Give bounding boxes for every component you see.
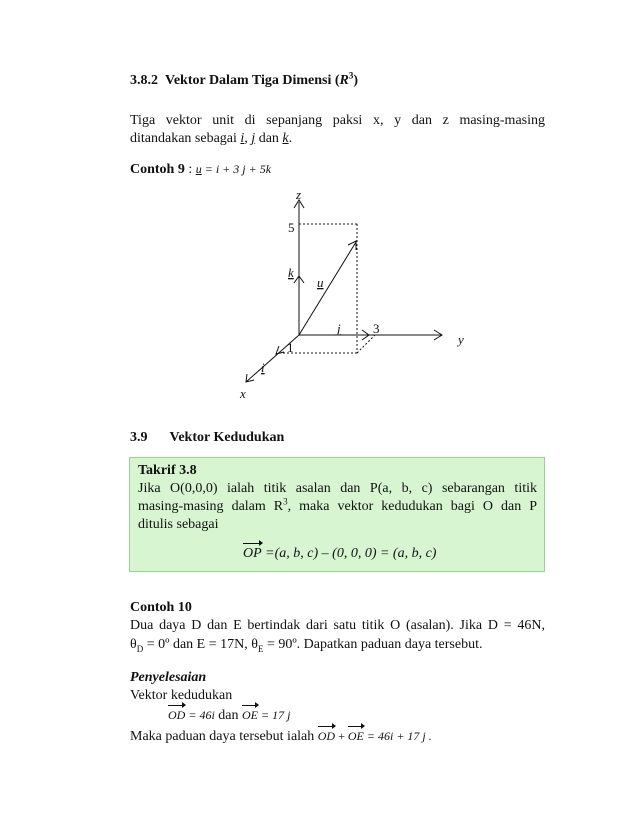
solution-label: Penyelesaian [130,670,207,685]
intro-text: ditandakan sebagai [130,131,241,146]
definition-formula [243,546,436,562]
unit-k-label: k [288,265,294,280]
intro-sep: , [244,131,252,146]
theta-sub: E [257,643,264,654]
section-title: Vektor Kedudukan [169,430,285,445]
solution-final [130,729,432,745]
example-10-line-2 [130,637,483,653]
tick-3: 3 [373,321,380,336]
definition-line-1: Jika O(0,0,0) ialah titik asalan dan P(a, b, c) sebarangan titik [138,481,537,496]
example-10-text: = 90º. Dapatkan paduan daya tersebut. [263,637,483,652]
vector-od: OD [317,729,336,743]
axis-y-label: y [458,332,464,347]
vector-u-line [299,242,356,335]
definition-text: masing-masing dalam R [138,499,284,514]
vector-u-label: u [317,275,324,290]
unit-k: k [282,131,289,146]
definition-title: Takrif 3.8 [138,463,197,478]
vector-op: OP [243,546,262,561]
dan-text: dan [214,708,242,723]
theta-sub: D [136,643,144,654]
definition-line-2 [138,496,537,515]
tick-1: 1 [287,340,294,355]
solution-vectors [168,708,290,724]
theta-symbol: θ [130,637,137,652]
plus-sign: + [335,729,348,743]
section-title-close: ) [353,73,359,88]
example-9-u: u [195,162,202,176]
final-result: = 46i + 17 j . [363,729,432,743]
section-number: 3.8.2 [130,73,158,88]
axis-x-label: x [240,386,246,401]
definition-exp: 3 [283,496,288,507]
final-text: Maka paduan daya tersebut ialah [130,729,318,744]
oe-value: = 17 j [258,708,291,722]
intro-sep: dan [255,131,283,146]
section-title-r: R [339,73,349,88]
formula-rest: =(a, b, c) – (0, 0, 0) = (a, b, c) [261,546,437,561]
solution-line-1: Vektor kedudukan [130,688,233,703]
intro-end: . [288,131,293,146]
axis-z-label: z [296,187,302,202]
vector-oe: OE [347,729,364,743]
example-10-line-1: Dua daya D dan E bertindak dari satu titik O (asalan). Jika D = 46N, [130,618,545,633]
definition-text: , maka vektor kedudukan bagi O dan P [287,499,537,514]
intro-line-1: Tiga vektor unit di sepanjang paksi x, y dan z masing-masing [130,113,545,128]
unit-i: i [240,131,245,146]
section-title-exp: 3 [348,70,354,81]
example-9-colon: : [184,162,196,177]
unit-i-label: i [261,360,265,375]
section-number: 3.9 [130,430,148,445]
unit-j-label: j [337,321,341,336]
vector-od: OD [168,708,186,722]
section-title: Vektor Dalam Tiga Dimensi ( [165,73,340,88]
section-heading-3-9 [130,430,284,446]
example-9-label: Contoh 9 [130,162,185,177]
example-10-label: Contoh 10 [130,600,192,615]
example-10-text: = 0º dan E = 17N, θ [143,637,258,652]
example-9-equation: = i + 3 j + 5k [201,162,272,176]
od-value: = 46i [185,708,215,722]
vector-oe: OE [242,708,258,722]
tick-5: 5 [288,220,295,235]
unit-j: j [251,131,256,146]
definition-line-3: ditulis sebagai [138,517,219,532]
